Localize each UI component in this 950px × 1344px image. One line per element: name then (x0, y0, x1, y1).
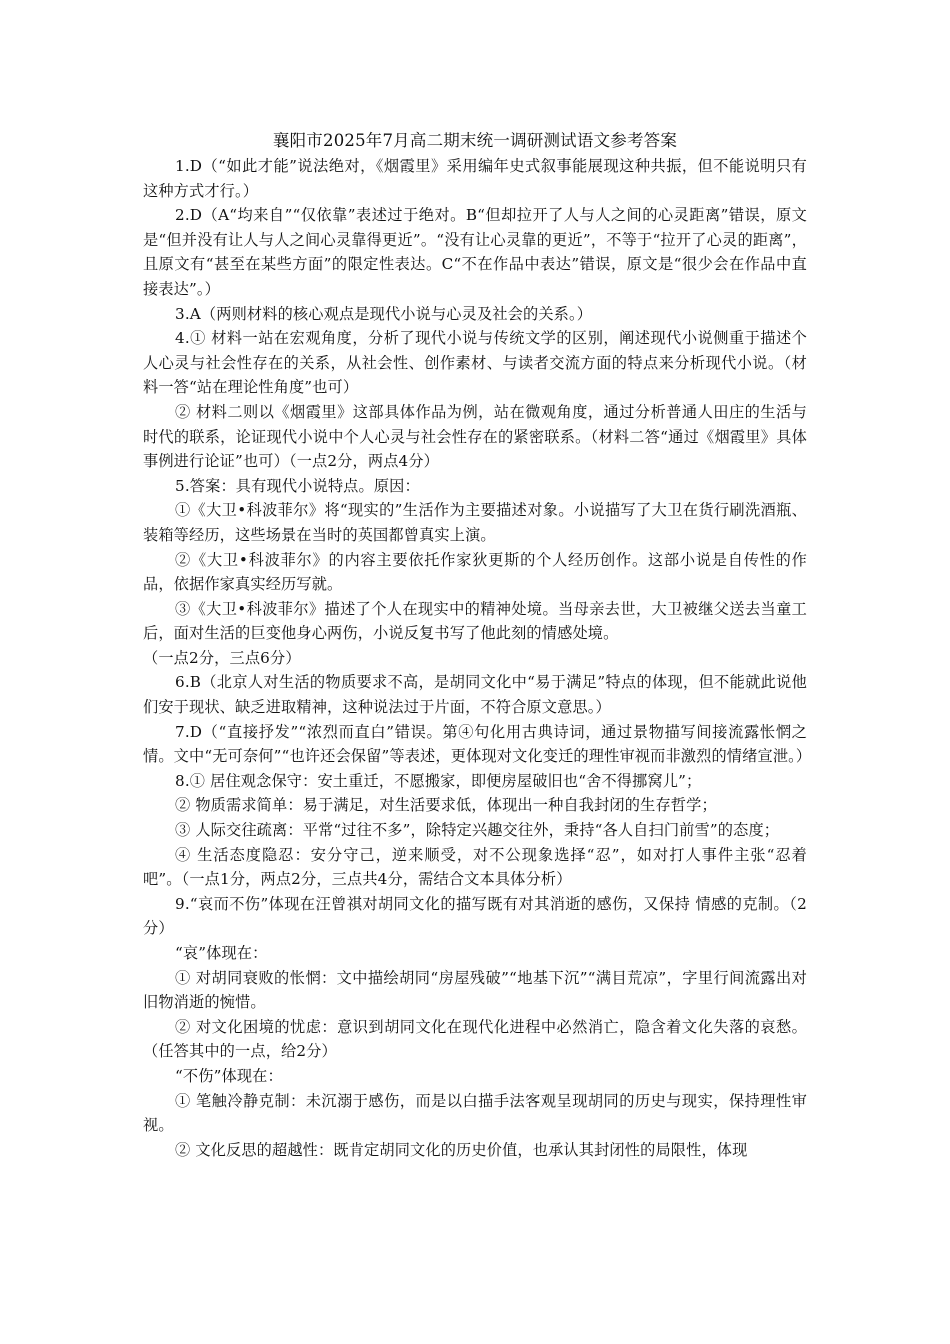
answer-5-point-3: ③《大卫•科波菲尔》描述了个人在现实中的精神处境。当母亲去世，大卫被继父送去当童工后，面对生活的巨变他身心两伤，小说反复书写了他此刻的情感处境。 (143, 599, 807, 643)
answer-6: 6.B（北京人对生活的物质要求不高，是胡同文化中“易于满足”特点的体现，但不能就此说他们安于现状、缺乏进取精神，这种说法过于片面，不符合原文意思。） (143, 673, 807, 717)
answer-5-point-2: ②《大卫•科波菲尔》的内容主要依托作家狄更斯的个人经历创作。这部小说是自传性的作品，依据作家真实经历写就。 (143, 550, 807, 594)
document-body (143, 128, 812, 1162)
answer-7: 7.D（“直接抒发”“浓烈而直白”错误。第④句化用古典诗词，通过景物描写间接流露怅惘之情。文中“无可奈何”“也许还会保留”等表述，更体现对文化变迁的理性审视而非激烈的情绪宣泄。） (143, 722, 812, 766)
answer-9-restraint-heading: “不伤”体现在： (175, 1066, 283, 1085)
answer-8-point-1: 8.① 居住观念保守：安土重迁，不愿搬家，即便房屋破旧也“舍不得挪窝儿”； (175, 771, 702, 790)
page-title: 襄阳市2025年7月高二期末统一调研测试语文参考答案 (272, 131, 678, 150)
answer-9-restraint-point-1: ① 笔触冷静克制：未沉溺于感伤，而是以白描手法客观呈现胡同的历史与现实，保持理性审视。 (143, 1091, 807, 1135)
answer-8-point-2: ② 物质需求简单：易于满足，对生活要求低，体现出一种自我封闭的生存哲学； (175, 796, 717, 815)
answer-4-point-1: 4.① 材料一站在宏观角度，分析了现代小说与传统文学的区别，阐述现代小说侧重于描述个人心灵与社会性存在的关系，从社会性、创作素材、与读者交流方面的特点来分析现代小说。（材料一答“站在理论性角度”也可） (143, 329, 807, 397)
answer-5-point-1: ①《大卫•科波菲尔》将“现实的”生活作为主要描述对象。小说描写了大卫在货行刷洗酒瓶、装箱等经历，这些场景在当时的英国都曾真实上演。 (143, 501, 807, 544)
answer-5-scoring: （一点2分，三点6分） (143, 648, 301, 667)
answer-8-point-4: ④ 生活态度隐忍：安分守己，逆来顺受，对不公现象选择“忍”，如对打人事件主张“忍着吧”。（一点1分，两点2分，三点共4分，需结合文本具体分析） (143, 845, 807, 889)
answer-3: 3.A（两则材料的核心观点是现代小说与心灵及社会的关系。） (175, 304, 593, 323)
answer-2: 2.D（A“均来自”“仅依靠”表述过于绝对。B“但却拉开了人与人之间的心灵距离”错误，原文是“但并没有让人与人之间心灵靠得更近”。“没有让心灵靠的更近”，不等于“拉开了心灵的距离”，且原文有“甚至在某些方面”的限定性表达。C“不在作品中表达”错误，原文是“很少会在作品中直接表达”。） (143, 206, 807, 298)
answer-9-sorrow-point-2: ② 对文化困境的忧虑：意识到胡同文化在现代化进程中必然消亡，隐含着文化失落的哀愁。（任答其中的一点，给2分） (143, 1017, 807, 1061)
answer-9-restraint-point-2: ② 文化反思的超越性：既肯定胡同文化的历史价值，也承认其封闭性的局限性，体现 (175, 1140, 748, 1159)
answer-9-sorrow-point-1: ① 对胡同衰败的怅惘：文中描绘胡同“房屋残破”“地基下沉”“满目荒凉”，字里行间流露出对旧物消逝的惋惜。 (143, 968, 807, 1012)
answer-4-point-2: ② 材料二则以《烟霞里》这部具体作品为例，站在微观角度，通过分析普通人田庄的生活与时代的联系，论证现代小说中个人心灵与社会性存在的紧密联系。（材料二答“通过《烟霞里》具体事例进行论证”也可）（一点2分，两点4分） (143, 402, 807, 471)
answer-8-point-3: ③ 人际交往疏离：平常“过往不多”，除特定兴趣交往外，秉持“各人自扫门前雪”的态度； (175, 821, 780, 840)
answer-5-intro: 5.答案：具有现代小说特点。原因： (175, 476, 420, 495)
answer-9-sorrow-heading: “哀”体现在： (175, 944, 268, 962)
answer-9-intro: 9.“哀而不伤”体现在汪曾祺对胡同文化的描写既有对其消逝的感伤，又保持 情感的克制。（2分） (143, 894, 807, 938)
answer-1: 1.D（“如此才能”说法绝对，《烟霞里》采用编年史式叙事能展现这种共振，但不能说明只有这种方式才行。） (143, 157, 807, 200)
